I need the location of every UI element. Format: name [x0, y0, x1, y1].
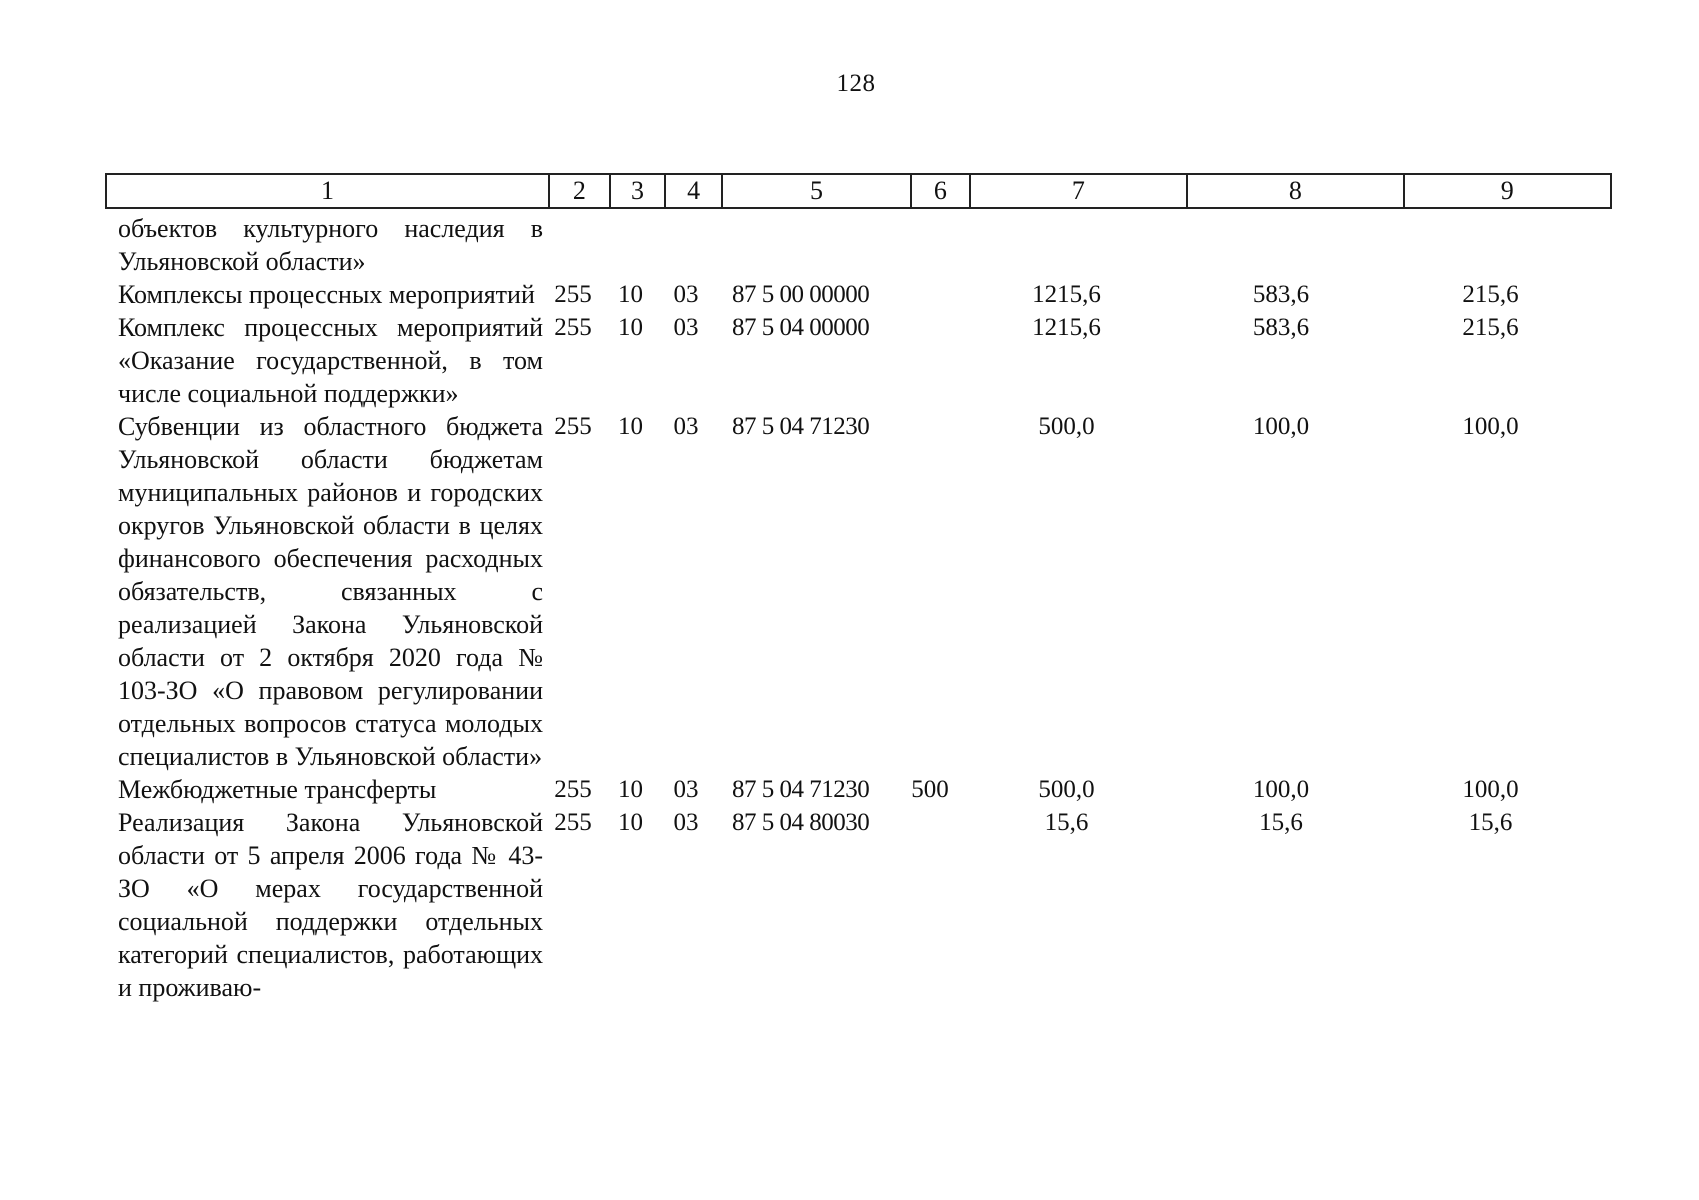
row-col-3: 10: [618, 281, 643, 308]
column-header-row: [105, 173, 1612, 209]
column-header-4: 4: [665, 174, 722, 208]
row-name: Комплекс процессных мероприятий «Оказание государственной, в том числе социальной поддержки»: [118, 313, 543, 408]
table-body: [105, 212, 1612, 1004]
row-col-7: 15,6: [1044, 809, 1089, 836]
row-col-9: 15,6: [1468, 809, 1513, 836]
row-col-5: 87 5 04 71230: [732, 413, 870, 440]
row-col-8: 100,0: [1252, 413, 1310, 440]
row-col-9: 215,6: [1462, 314, 1519, 341]
row-col-3: 10: [618, 809, 643, 836]
row-col-2: 255: [554, 776, 592, 803]
row-col-5: 87 5 04 00000: [732, 314, 870, 341]
row-col-4: 03: [673, 281, 699, 308]
row-name: Субвенции из областного бюджета Ульяновской области бюджетам муниципальных районов и городских округов Ульяновской области в целях финансового обеспечения расходных обязательств, связанных с реализацией Закона Ульяновской области от 2 октября 2020 года № 103-ЗО «О правовом регулировании отдельных вопросов статуса молодых специалистов в Ульяновской области»: [118, 412, 543, 771]
row-col-9: 215,6: [1462, 281, 1519, 308]
row-name: Комплексы процессных мероприятий: [118, 280, 535, 309]
row-col-9: 100,0: [1462, 776, 1519, 803]
table-row: [105, 773, 1612, 806]
row-col-8: 583,6: [1252, 314, 1310, 341]
table-row: [105, 806, 1612, 1004]
row-col-4: 03: [673, 314, 699, 341]
row-col-4: 03: [673, 776, 699, 803]
row-col-5: 87 5 00 00000: [732, 281, 870, 308]
row-col-8: 15,6: [1259, 809, 1303, 836]
column-header-5: 5: [722, 174, 911, 208]
row-col-7: 500,0: [1038, 776, 1095, 803]
row-col-2: 255: [554, 314, 592, 341]
row-col-7: 500,0: [1038, 413, 1095, 440]
table-row: [105, 311, 1612, 410]
row-col-7: 1215,6: [1032, 281, 1101, 308]
row-col-3: 10: [618, 314, 643, 341]
column-header-1: 1: [106, 174, 549, 208]
row-col-5: 87 5 04 71230: [732, 776, 870, 803]
column-header-6: 6: [911, 174, 970, 208]
row-col-5: 87 5 04 80030: [732, 809, 870, 836]
column-header-9: 9: [1404, 174, 1611, 208]
row-col-4: 03: [673, 809, 699, 836]
row-name: Реализация Закона Ульяновской области от 5 апреля 2006 года № 43-ЗО «О мерах государственной социальной поддержки отдельных категорий специалистов, работающих и проживаю-: [118, 808, 543, 1002]
table-row: [105, 278, 1612, 311]
row-col-9: 100,0: [1462, 413, 1519, 440]
column-header-3: 3: [610, 174, 666, 208]
row-col-3: 10: [618, 413, 643, 440]
table-row: [105, 212, 1612, 278]
row-col-7: 1215,6: [1032, 314, 1101, 341]
row-col-3: 10: [618, 776, 643, 803]
page-number: 128: [836, 70, 876, 97]
row-name: объектов культурного наследия в Ульяновской области»: [118, 214, 543, 276]
row-col-6: 500: [911, 776, 949, 803]
row-col-4: 03: [673, 413, 699, 440]
table-row: [105, 410, 1612, 773]
row-col-2: 255: [554, 809, 592, 836]
row-col-2: 255: [554, 413, 592, 440]
column-header-8: 8: [1187, 174, 1403, 208]
row-col-8: 100,0: [1252, 776, 1310, 803]
column-header-2: 2: [549, 174, 610, 208]
row-col-2: 255: [554, 281, 592, 308]
row-name: Межбюджетные трансферты: [118, 775, 437, 804]
column-header-7: 7: [970, 174, 1187, 208]
row-col-8: 583,6: [1252, 281, 1310, 308]
